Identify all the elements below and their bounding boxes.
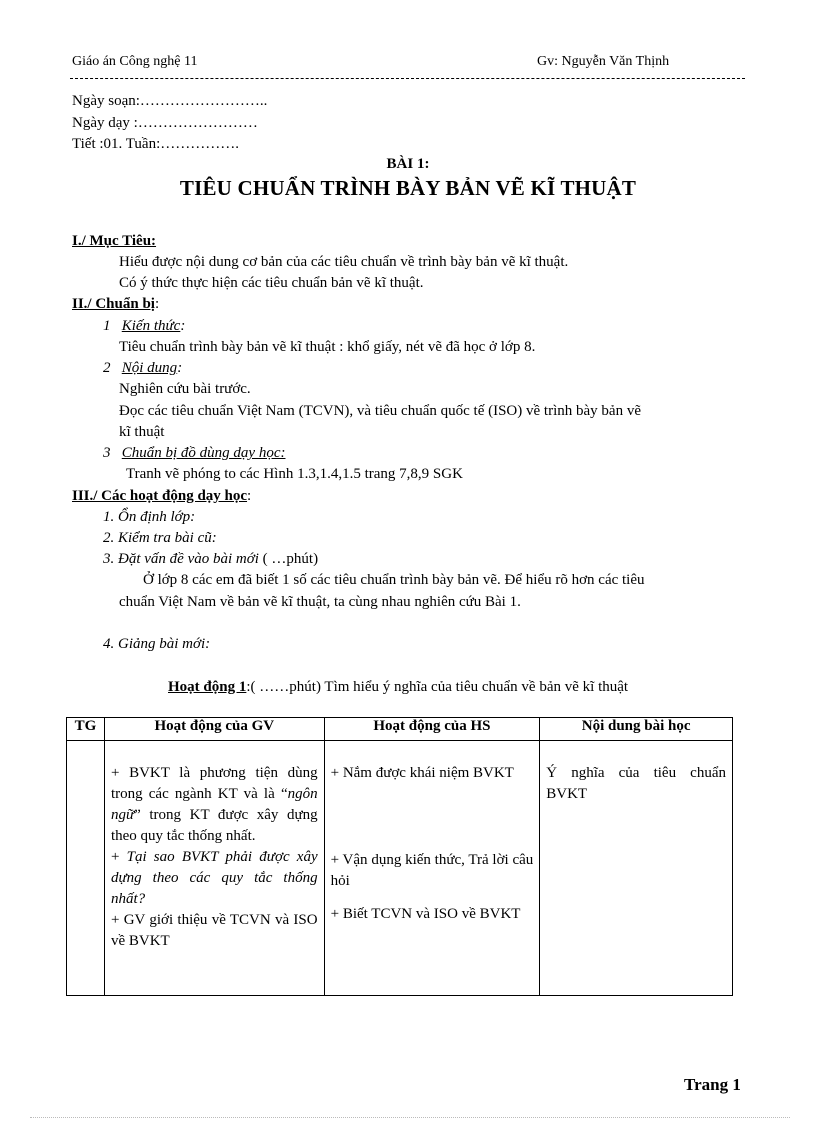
- hs-gap-1: [331, 784, 534, 806]
- hs-gap-4: [331, 892, 534, 904]
- section3-intro-line-2: chuẩn Việt Nam về bản vẽ kĩ thuật, ta cùng nhau nghiên cứu Bài 1.: [119, 594, 521, 610]
- section1-line-1: Hiểu được nội dung cơ bản của các tiêu chuẩn về trình bày bản vẽ kĩ thuật.: [119, 254, 569, 270]
- section2-item1-label: Kiến thức: [121, 318, 181, 334]
- section2-item2-line-2: Đọc các tiêu chuẩn Việt Nam (TCVN), và tiêu chuẩn quốc tế (ISO) về trình bày bản vẽ: [119, 403, 641, 419]
- section1-line-2: Có ý thức thực hiện các tiêu chuẩn bản vẽ kĩ thuật.: [119, 275, 424, 291]
- gv-p2-plus: +: [110, 849, 127, 865]
- cell-tg: [67, 741, 105, 996]
- section3-step-2: 2. Kiểm tra bài cũ:: [103, 530, 217, 546]
- ngay-day: Ngày dạy :……………………: [72, 115, 258, 131]
- section2-heading-wrap: [72, 296, 159, 313]
- section2-item1-line-1: Tiêu chuẩn trình bày bản vẽ kĩ thuật : khổ giấy, nét vẽ đã học ở lớp 8.: [119, 339, 536, 355]
- table-header-content: Nội dung bài học: [540, 718, 733, 741]
- tiet-tuan: Tiết :01. Tuần:…………….: [72, 136, 239, 152]
- table-header-row: [67, 718, 733, 741]
- section2-item1-suffix: :: [180, 318, 186, 334]
- cell-hs: [324, 741, 540, 996]
- section2-item3-title: [103, 445, 285, 462]
- section2-item2-line-1: Nghiên cứu bài trước.: [119, 381, 251, 397]
- gv-p1-italic: ngôn ngữ: [110, 786, 318, 823]
- section2-item1-title: [103, 318, 185, 335]
- lesson-title: TIÊU CHUẨN TRÌNH BÀY BẢN VẼ KĨ THUẬT: [179, 176, 637, 200]
- gv-paragraph-3: + GV giới thiệu về TCVN và ISO về BVKT: [110, 912, 318, 949]
- section2-item3-label: Chuẩn bị đồ dùng dạy học:: [121, 445, 286, 461]
- section3-step-3: 3. Đặt vấn đề vào bài mới: [103, 551, 259, 567]
- section2-heading-suffix: :: [154, 296, 160, 312]
- section2-item2-num: 2: [103, 360, 111, 376]
- section2-item1-num: 1: [103, 318, 111, 334]
- section3-intro-line-1: Ở lớp 8 các em đã biết 1 số các tiêu chuẩn trình bày bản vẽ. Để hiểu rõ hơn các tiêu: [143, 572, 645, 588]
- hs-paragraph-1: + Nắm được khái niệm BVKT: [330, 765, 514, 781]
- section2-heading: II./ Chuẩn bị: [72, 296, 155, 312]
- page-number: Trang 1: [684, 1075, 741, 1094]
- gv-p1-quote-close: ”: [134, 807, 141, 823]
- section3-step-3-suffix: ( …phút): [258, 551, 319, 567]
- activity1-heading: [168, 679, 628, 696]
- table-header-hs: Hoạt động của HS: [324, 718, 540, 741]
- header-left: Giáo án Công nghệ 11: [72, 54, 198, 69]
- section3-heading-suffix: :: [247, 488, 252, 504]
- section2-item3-line-1: Tranh vẽ phóng to các Hình 1.3,1.4,1.5 trang 7,8,9 SGK: [126, 466, 463, 482]
- table-row: [67, 741, 733, 996]
- gv-p1-start: + BVKT là phương tiện dùng trong các ngành KT và là: [110, 765, 318, 802]
- content-paragraph: Ý nghĩa của tiêu chuẩn BVKT: [546, 765, 726, 802]
- activity1-rest: :( ……phút) Tìm hiểu ý nghĩa của tiêu chuẩn về bản vẽ kĩ thuật: [246, 679, 629, 695]
- section2-item2-line-3: kĩ thuật: [119, 424, 165, 440]
- hs-gap-2: [331, 806, 534, 828]
- hs-gap-3: [331, 828, 534, 850]
- ngay-soan: Ngày soạn:……………………..: [72, 93, 268, 109]
- hs-paragraph-2: + Vận dụng kiến thức, Trả lời câu hỏi: [330, 852, 534, 889]
- gv-paragraph-2: [111, 847, 318, 910]
- header-right: Gv: Nguyễn Văn Thịnh: [537, 54, 670, 69]
- section3-heading: III./ Các hoạt động dạy học: [72, 488, 248, 504]
- hs-paragraph-3: + Biết TCVN và ISO về BVKT: [330, 906, 521, 922]
- header-divider: [70, 78, 745, 79]
- lesson-number: BÀI 1:: [386, 156, 430, 172]
- gv-paragraph-1: [111, 763, 318, 847]
- page-bottom-divider: [30, 1117, 790, 1118]
- section2-item2-label: Nội dung: [121, 360, 178, 376]
- section3-step-1: 1. Ổn định lớp:: [103, 509, 196, 525]
- gv-p1-end: trong KT được xây dựng theo quy tắc thống nhất.: [110, 807, 318, 844]
- gv-p2-italic: Tại sao BVKT phải được xây dựng theo các quy tắc thống nhất?: [110, 849, 318, 907]
- cell-gv: [104, 741, 324, 996]
- activity1-label: Hoạt động 1: [168, 679, 247, 695]
- section3-step-3-wrap: [103, 551, 318, 568]
- table-header-gv: Hoạt động của GV: [104, 718, 324, 741]
- section2-item2-title: [103, 360, 182, 377]
- activity-table: [66, 717, 733, 996]
- section1-heading: I./ Mục Tiêu:: [72, 233, 157, 249]
- table-header-tg: TG: [67, 718, 105, 741]
- section2-item2-suffix: :: [177, 360, 183, 376]
- section3-step-4: 4. Giảng bài mới:: [103, 636, 211, 652]
- cell-content: [540, 741, 733, 996]
- gv-p1-quote-open: “: [280, 786, 288, 802]
- section2-item3-num: 3: [103, 445, 111, 461]
- section3-heading-wrap: [72, 488, 251, 505]
